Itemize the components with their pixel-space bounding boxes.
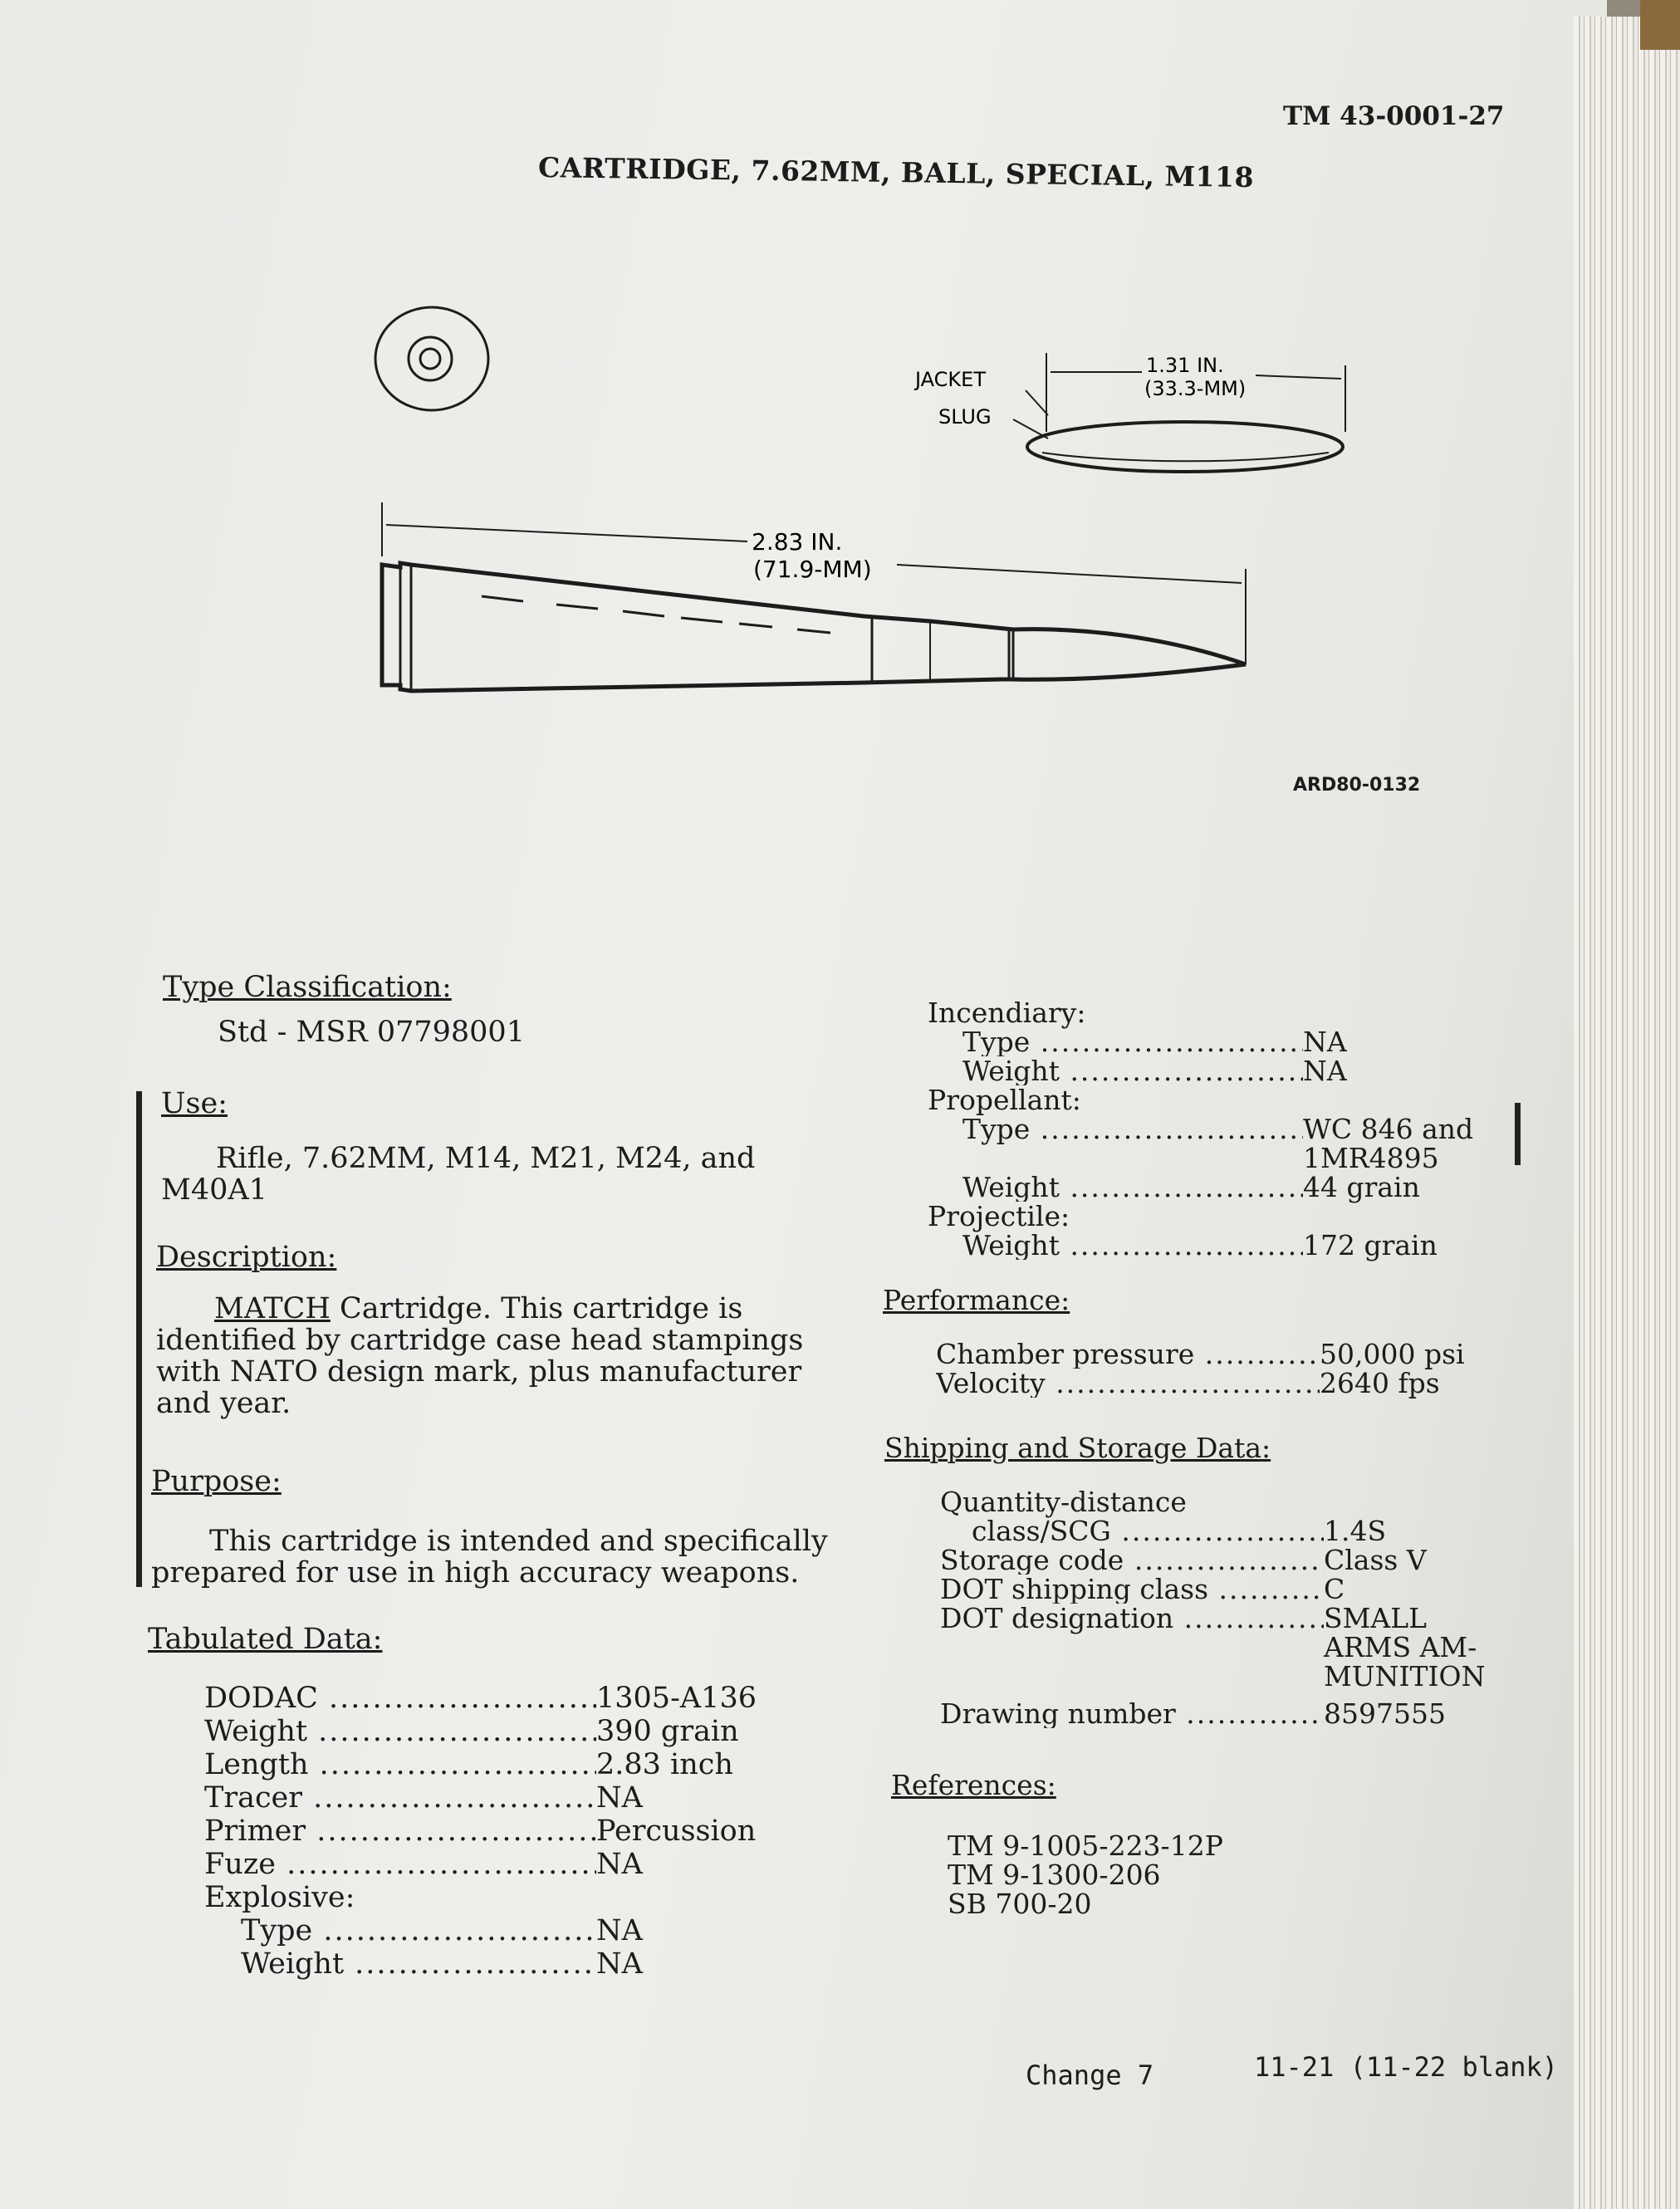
table-row: Weight ..... NA [241, 1947, 779, 1981]
tabulated-data-table [204, 1682, 779, 1981]
table-row: Velocity ..... 2640 fps [936, 1369, 1514, 1398]
table-row: DOT shipping class ..... C [940, 1575, 1532, 1604]
tabulated-data-section [148, 1624, 779, 1981]
table-row: DODAC ..... 1305-A136 [204, 1682, 779, 1715]
table-row: Weight ..... 172 grain [962, 1231, 1509, 1260]
propellant-label: Propellant: [928, 1084, 1081, 1116]
table-row: Type ..... NA [241, 1914, 779, 1947]
purpose-heading: Purpose: [151, 1465, 282, 1498]
table-row: DOT designation ..... SMALL ARMS AM- MUNITION [940, 1604, 1532, 1691]
use-line-1: Rifle, 7.62MM, M14, M21, M24, and [216, 1142, 756, 1175]
table-row: Weight ..... 44 grain [962, 1173, 1509, 1202]
incendiary-propellant-section [928, 998, 1509, 1260]
change-number: Change 7 [1026, 2060, 1154, 2091]
shipping-storage-section [884, 1433, 1532, 1728]
type-classification-section [163, 972, 811, 1048]
change-bar-right [1515, 1103, 1521, 1165]
total-dimension-in: 2.83 IN. [752, 528, 843, 556]
use-line-2: M40A1 [161, 1173, 267, 1207]
match-emphasis: MATCH [214, 1292, 331, 1325]
performance-section [883, 1286, 1514, 1398]
table-row: class/SCG ..... 1.4S [940, 1516, 1532, 1545]
figure-id: ARD80-0132 [1293, 775, 1421, 796]
table-row: Storage code ..... Class V [940, 1545, 1532, 1575]
list-item: SB 700-20 [948, 1888, 1092, 1920]
table-row: Tracer ..... NA [204, 1781, 779, 1815]
purpose-text: This cartridge is intended and specifically prepared for use in high accuracy weapons. [151, 1525, 828, 1589]
case-head-primer [409, 337, 452, 380]
slug-dimension-mm: (33.3-MM) [1144, 377, 1247, 400]
table-row: Fuze ..... NA [204, 1848, 779, 1881]
page-title: CARTRIDGE, 7.62MM, BALL, SPECIAL, M118 [537, 151, 1255, 194]
references-section [891, 1771, 1472, 1918]
table-row: Weight ..... NA [962, 1056, 1509, 1085]
projectile-label: Projectile: [928, 1200, 1070, 1232]
explosive-label: Explosive: [204, 1881, 355, 1914]
change-bar-left [136, 1091, 142, 1587]
page-edges [1574, 17, 1680, 2209]
description-heading: Description: [156, 1241, 337, 1274]
use-heading: Use: [161, 1087, 228, 1120]
table-row: Primer ..... Percussion [204, 1815, 779, 1848]
slug-dimension-in: 1.31 IN. [1146, 354, 1224, 377]
purpose-section [151, 1466, 849, 1589]
cartridge-drawing [349, 282, 1379, 722]
case-head-outer [375, 307, 488, 410]
slug-label: SLUG [938, 405, 992, 429]
performance-heading: Performance: [883, 1284, 1070, 1316]
list-item: TM 9-1300-206 [948, 1859, 1161, 1891]
jacket-label: JACKET [915, 368, 986, 391]
type-classification-heading: Type Classification: [163, 971, 452, 1004]
table-row: Type ..... NA [962, 1027, 1509, 1056]
use-section [161, 1088, 825, 1206]
incendiary-label: Incendiary: [928, 997, 1086, 1029]
document-id: TM 43-0001-27 [1283, 101, 1505, 131]
list-item: TM 9-1005-223-12P [948, 1829, 1223, 1862]
table-row: Drawing number ..... 8597555 [940, 1699, 1532, 1728]
total-dimension-mm: (71.9-MM) [753, 556, 872, 583]
slug-outline [1027, 422, 1343, 472]
page-number: 11-21 (11-22 blank) [1254, 2051, 1559, 2083]
wood-surface [1640, 0, 1680, 50]
quantity-distance-line: Quantity-distance [940, 1486, 1187, 1518]
table-row: Length ..... 2.83 inch [204, 1748, 779, 1781]
table-row: Chamber pressure ..... 50,000 psi [936, 1340, 1514, 1369]
description-text: MATCH Cartridge. This cartridge is identified by cartridge case head stampings with NATO design mark, plus manufacturer and year. [156, 1292, 804, 1420]
description-section [156, 1242, 837, 1419]
type-classification-text: Std - MSR 07798001 [218, 1016, 525, 1049]
table-row: Type ..... WC 846 and 1MR4895 [962, 1114, 1509, 1173]
shipping-storage-heading: Shipping and Storage Data: [884, 1432, 1271, 1464]
table-row: Weight ..... 390 grain [204, 1715, 779, 1748]
references-heading: References: [891, 1769, 1056, 1801]
tabulated-data-heading: Tabulated Data: [148, 1623, 383, 1656]
